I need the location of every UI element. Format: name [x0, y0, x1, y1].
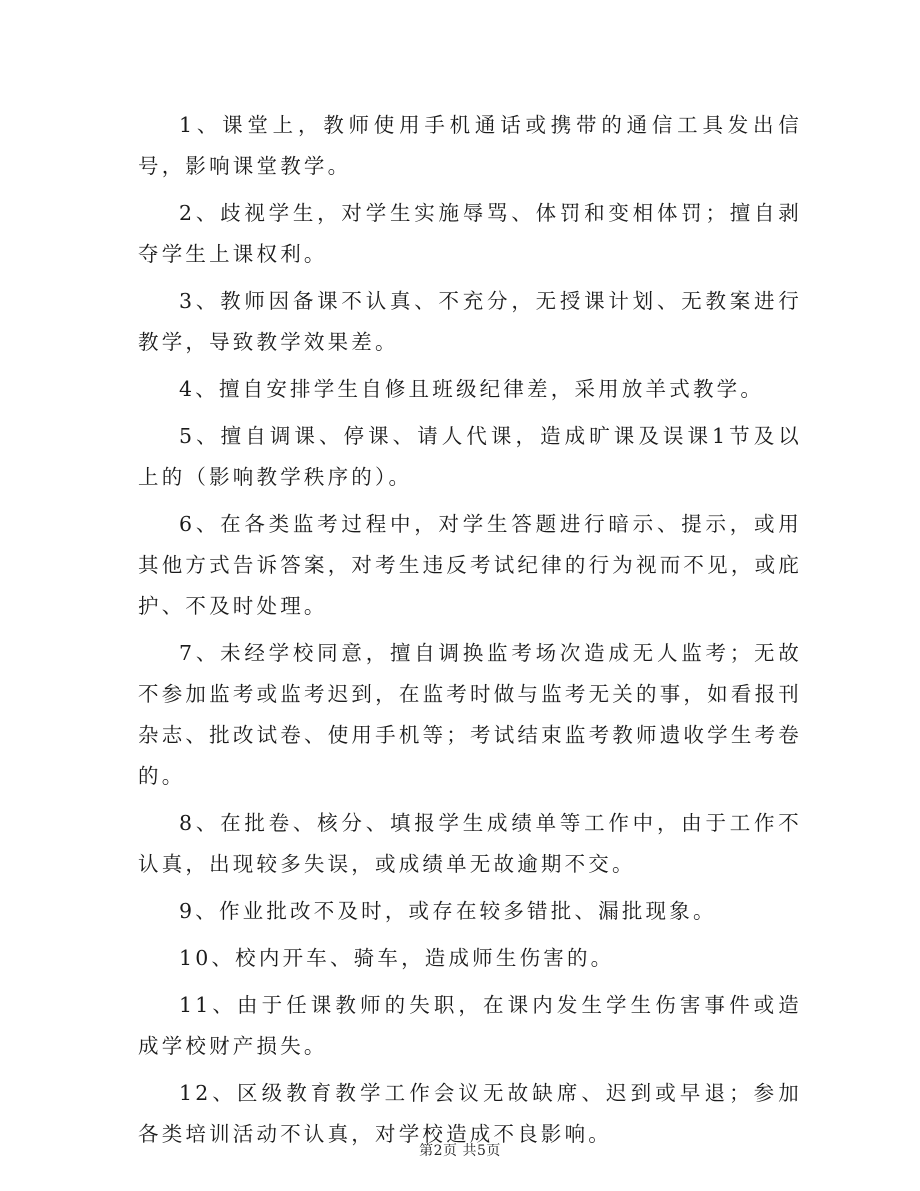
paragraph-8: 8、在批卷、核分、填报学生成绩单等工作中，由于工作不认真，出现较多失误，或成绩单无故逾期不交。	[138, 811, 802, 876]
paragraph-11: 11、由于任课教师的失职，在课内发生学生伤害事件或造成学校财产损失。	[138, 993, 802, 1058]
paragraph-3: 3、教师因备课不认真、不充分，无授课计划、无教案进行教学，导致教学效果差。	[138, 289, 802, 354]
paragraph-4: 4、擅自安排学生自修且班级纪律差，采用放羊式教学。	[179, 377, 765, 401]
paragraph-12: 12、区级教育教学工作会议无故缺席、迟到或早退；参加各类培训活动不认真，对学校造成不良影响。	[138, 1081, 802, 1146]
paragraph-2: 2、歧视学生，对学生实施辱骂、体罚和变相体罚；擅自剥夺学生上课权利。	[138, 201, 802, 266]
paragraph-6: 6、在各类监考过程中，对学生答题进行暗示、提示，或用其他方式告诉答案，对考生违反考试纪律的行为视而不见，或庇护、不及时处理。	[138, 512, 802, 618]
paragraph-7: 7、未经学校同意，擅自调换监考场次造成无人监考；无故不参加监考或监考迟到，在监考时做与监考无关的事，如看报刊杂志、批改试卷、使用手机等；考试结束监考教师遗收学生考卷的。	[138, 641, 802, 788]
paragraph-5: 5、擅自调课、停课、请人代课，造成旷课及误课1节及以上的（影响教学秩序的）。	[138, 424, 802, 489]
page-number-footer: 第2页 共5页	[419, 1143, 501, 1159]
paragraph-9: 9、作业批改不及时，或存在较多错批、漏批现象。	[179, 899, 717, 923]
paragraph-1: 1、课堂上，教师使用手机通话或携带的通信工具发出信号，影响课堂教学。	[138, 113, 802, 178]
paragraph-10: 10、校内开车、骑车，造成师生伤害的。	[179, 946, 615, 970]
document-body	[138, 105, 802, 1161]
